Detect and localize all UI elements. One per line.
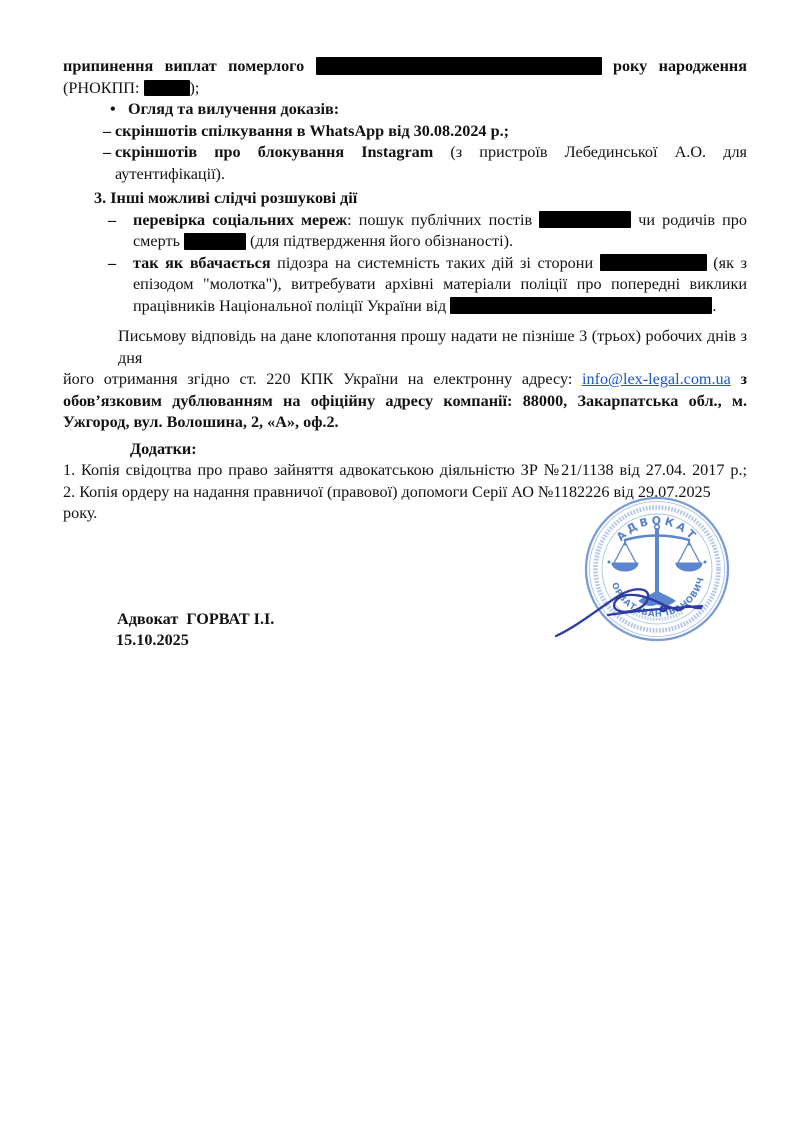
signature-svg: [550, 580, 722, 642]
text-run: 1. Копія свідоцтва про право зайняття адвокатською діяльністю ЗР №21/1138 від 27.04. 2017 р.;: [63, 461, 747, 479]
text-run: Адвокат ГОРВАТ І.І.: [117, 609, 275, 628]
dash-social-media-check: [63, 210, 747, 232]
dash-systematic-suspicion: [63, 253, 747, 275]
text-run: .: [712, 296, 717, 315]
redaction-box: [450, 297, 712, 314]
dash-systematic-suspicion-cont2: [63, 296, 747, 318]
bullet-marker: •: [110, 100, 116, 118]
text-run: так як вбачається: [133, 253, 271, 272]
text-run: 3. Інші можливі слідчі розшукові дії: [94, 189, 358, 207]
dash-social-media-check-cont: [63, 231, 747, 253]
signature-stroke-underline: [608, 606, 702, 615]
dash-marker: –: [103, 121, 112, 140]
text-run: (для підтвердження його обізнаності).: [246, 232, 514, 250]
stamp-dot-left: [608, 561, 611, 564]
text-run: скріншотів спілкування в WhatsApp від 30.08.2024 р.;: [115, 121, 510, 140]
text-run: його отримання згідно ст. 220 КПК України на електронну адресу:: [63, 370, 582, 388]
dash-marker: –: [103, 143, 112, 161]
text-run: 2. Копія ордеру на надання правничої (правової) допомоги Серії АО №1182226 від 29.07.2025 року.: [63, 482, 711, 522]
attachment-1: [63, 460, 747, 482]
text-run: скріншотів про блокування Instagram: [115, 143, 451, 161]
text-run: аутентифікації).: [115, 164, 225, 183]
text-run: Письмову відповідь на дане клопотання прошу надати не пізніше 3 (трьох) робочих днів з дня: [118, 327, 747, 367]
text-run: чи родичів про: [631, 210, 747, 229]
text-run: працівників Національної поліції України від: [133, 296, 451, 315]
line-rnokpp: [63, 78, 747, 100]
dash-whatsapp-screenshots: [63, 121, 747, 143]
redaction-box: [144, 80, 190, 96]
redaction-box: [184, 233, 246, 250]
section-3-header: [63, 188, 747, 210]
text-run: (як з: [706, 253, 747, 272]
text-run: обов’язковим дублюванням на офіційну адресу компанії: 88000, Закарпатська обл., м.: [63, 391, 747, 410]
redaction-box: [539, 211, 631, 228]
signature-handwriting: [550, 580, 722, 642]
bullet-evidence-header: [63, 99, 747, 121]
stamp-top-label: АДВОКАТ: [613, 514, 701, 544]
para-response-deadline-4: [63, 412, 747, 434]
para-response-deadline-1: [63, 326, 747, 369]
text-run: );: [189, 78, 200, 97]
redaction-box: [316, 57, 602, 75]
text-run: 15.10.2025: [116, 631, 189, 649]
stamp-dot-right: [704, 561, 707, 564]
text-run: епізодом "молотка"), витребувати архівні матеріали поліції про попередні виклики: [133, 275, 747, 293]
text-run: підозра на системність таких дій зі сторони: [270, 253, 600, 272]
dash-marker: –: [108, 210, 117, 229]
text-run: з: [730, 370, 747, 388]
redaction-box: [600, 254, 707, 271]
text-run: припинення виплат померлого: [63, 57, 316, 75]
attachments-header: [63, 439, 747, 461]
dash-instagram-screenshots-cont: [63, 164, 747, 186]
text-run: Огляд та вилучення доказів:: [128, 100, 340, 118]
dash-instagram-screenshots: [63, 142, 747, 164]
text-run: Додатки:: [130, 439, 197, 458]
para-response-deadline-3: [63, 391, 747, 413]
dash-marker: –: [108, 253, 117, 272]
text-run: Ужгород, вул. Волошина, 2, «А», оф.2.: [63, 413, 339, 431]
email-link[interactable]: info@lex-legal.com.ua: [581, 370, 731, 388]
text-run: : пошук публічних постів: [347, 210, 540, 229]
line-deceased-payments: [63, 56, 747, 78]
stamp-name-label: ГОРВАТ ІВАН ІВАНОВИЧ: [608, 562, 707, 620]
para-response-deadline-2: [63, 369, 747, 391]
dash-systematic-suspicion-cont1: [63, 274, 747, 296]
text-run: (з пристроїв Лебединської А.О. для: [450, 143, 747, 161]
text-run: смерть: [133, 232, 184, 250]
text-run: року народження: [601, 57, 747, 75]
text-run: перевірка соціальних мереж: [133, 210, 348, 229]
text-run: (РНОКПП:: [63, 78, 144, 97]
